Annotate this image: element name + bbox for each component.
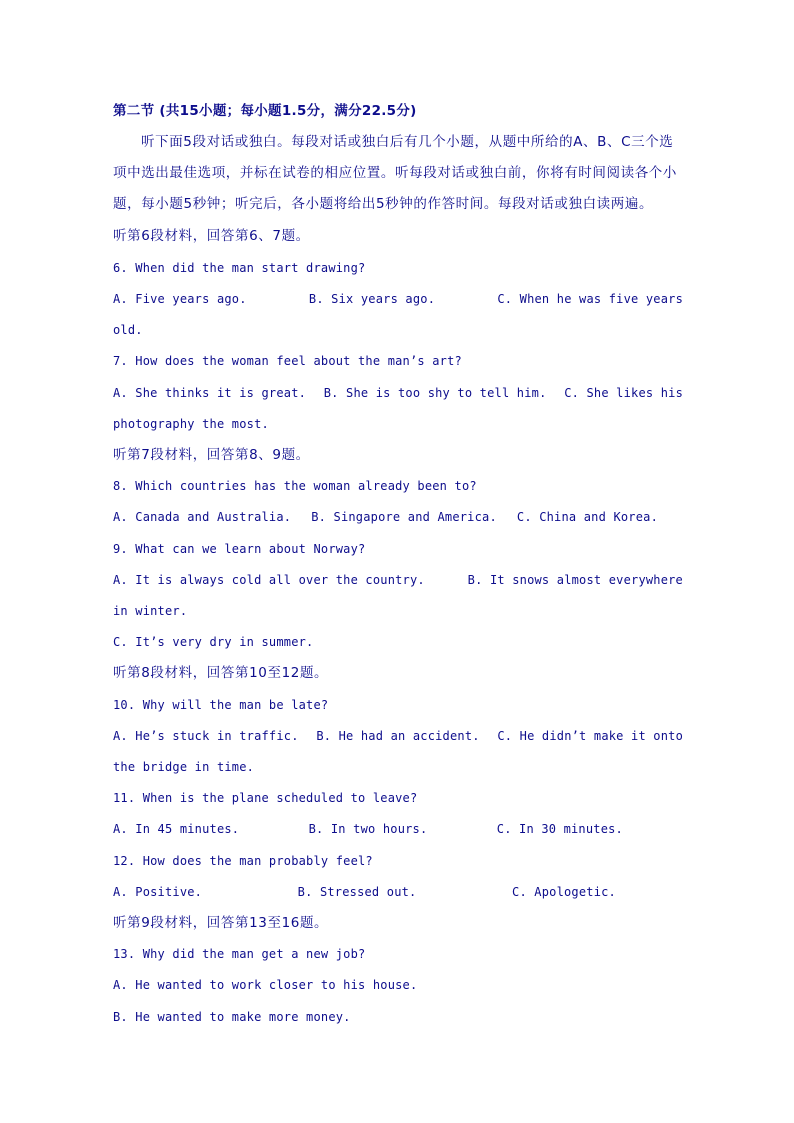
passage-9-header: 听第9段材料，回答第13至16题。 xyxy=(113,915,329,931)
question-11-stem: 11. When is the plane scheduled to leave? xyxy=(113,791,418,805)
question-12-option-c: C. Apologetic. xyxy=(512,885,616,899)
question-8-options xyxy=(113,506,658,528)
question-12-option-a: A. Positive. xyxy=(113,885,203,899)
question-9-option-a: A. It is always cold all over the country. xyxy=(113,573,425,587)
question-6-stem: 6. When did the man start drawing? xyxy=(113,261,366,275)
question-12-stem: 12. How does the man probably feel? xyxy=(113,854,373,868)
instructions-line-2: 项中选出最佳选项，并标在试卷的相应位置。听每段对话或独白前，你将有时间阅读各个小 xyxy=(113,165,677,181)
question-10-option-a: A. He’s stuck in traffic. xyxy=(113,729,299,743)
question-7-option-b: B. She is too shy to tell him. xyxy=(323,386,547,400)
question-9-option-b: B. It snows almost everywhere xyxy=(467,573,683,587)
passage-6-header: 听第6段材料，回答第6、7题。 xyxy=(113,228,310,244)
question-12-option-b: B. Stressed out. xyxy=(297,885,417,899)
question-11-options xyxy=(113,818,623,840)
question-6-option-b: B. Six years ago. xyxy=(308,292,436,306)
instructions-line-3: 题，每小题5秒钟；听完后，各小题将给出5秒钟的作答时间。每段对话或独白读两遍。 xyxy=(113,196,654,212)
question-13-option-a: A. He wanted to work closer to his house. xyxy=(113,978,418,992)
question-6-options xyxy=(113,288,683,310)
question-7-stem: 7. How does the woman feel about the man’s art? xyxy=(113,354,462,368)
question-13-stem: 13. Why did the man get a new job? xyxy=(113,947,366,961)
question-10-stem: 10. Why will the man be late? xyxy=(113,698,329,712)
question-9-option-c: C. It’s very dry in summer. xyxy=(113,635,314,649)
question-8-option-a: A. Canada and Australia. xyxy=(113,510,292,524)
question-8-stem: 8. Which countries has the woman already been to? xyxy=(113,479,477,493)
question-9-option-b-wrap: in winter. xyxy=(113,604,188,618)
section-heading: 第二节 (共15小题；每小题1.5分，满分22.5分) xyxy=(113,103,417,119)
question-6-option-a: A. Five years ago. xyxy=(113,292,247,306)
question-7-option-c: C. She likes his xyxy=(564,386,683,400)
question-8-option-c: C. China and Korea. xyxy=(516,510,658,524)
question-6-option-c: C. When he was five years xyxy=(497,292,683,306)
question-6-option-c-wrap: old. xyxy=(113,323,143,337)
question-13-option-b: B. He wanted to make more money. xyxy=(113,1010,351,1024)
question-11-option-b: B. In two hours. xyxy=(308,822,428,836)
question-9-stem: 9. What can we learn about Norway? xyxy=(113,542,366,556)
question-10-option-b: B. He had an accident. xyxy=(316,729,480,743)
question-12-options xyxy=(113,881,616,903)
instructions-line-1: 听下面5段对话或独白。每段对话或独白后有几个小题，从题中所给的A、B、C三个选 xyxy=(141,134,674,150)
question-10-options xyxy=(113,725,683,747)
question-11-option-c: C. In 30 minutes. xyxy=(496,822,623,836)
question-11-option-a: A. In 45 minutes. xyxy=(113,822,240,836)
question-7-options xyxy=(113,382,683,404)
question-10-option-c: C. He didn’t make it onto xyxy=(497,729,683,743)
question-7-option-c-wrap: photography the most. xyxy=(113,417,269,431)
passage-7-header: 听第7段材料，回答第8、9题。 xyxy=(113,447,310,463)
passage-8-header: 听第8段材料，回答第10至12题。 xyxy=(113,665,329,681)
question-10-option-c-wrap: the bridge in time. xyxy=(113,760,255,774)
question-9-options xyxy=(113,569,683,591)
question-8-option-b: B. Singapore and America. xyxy=(311,510,497,524)
question-7-option-a: A. She thinks it is great. xyxy=(113,386,307,400)
